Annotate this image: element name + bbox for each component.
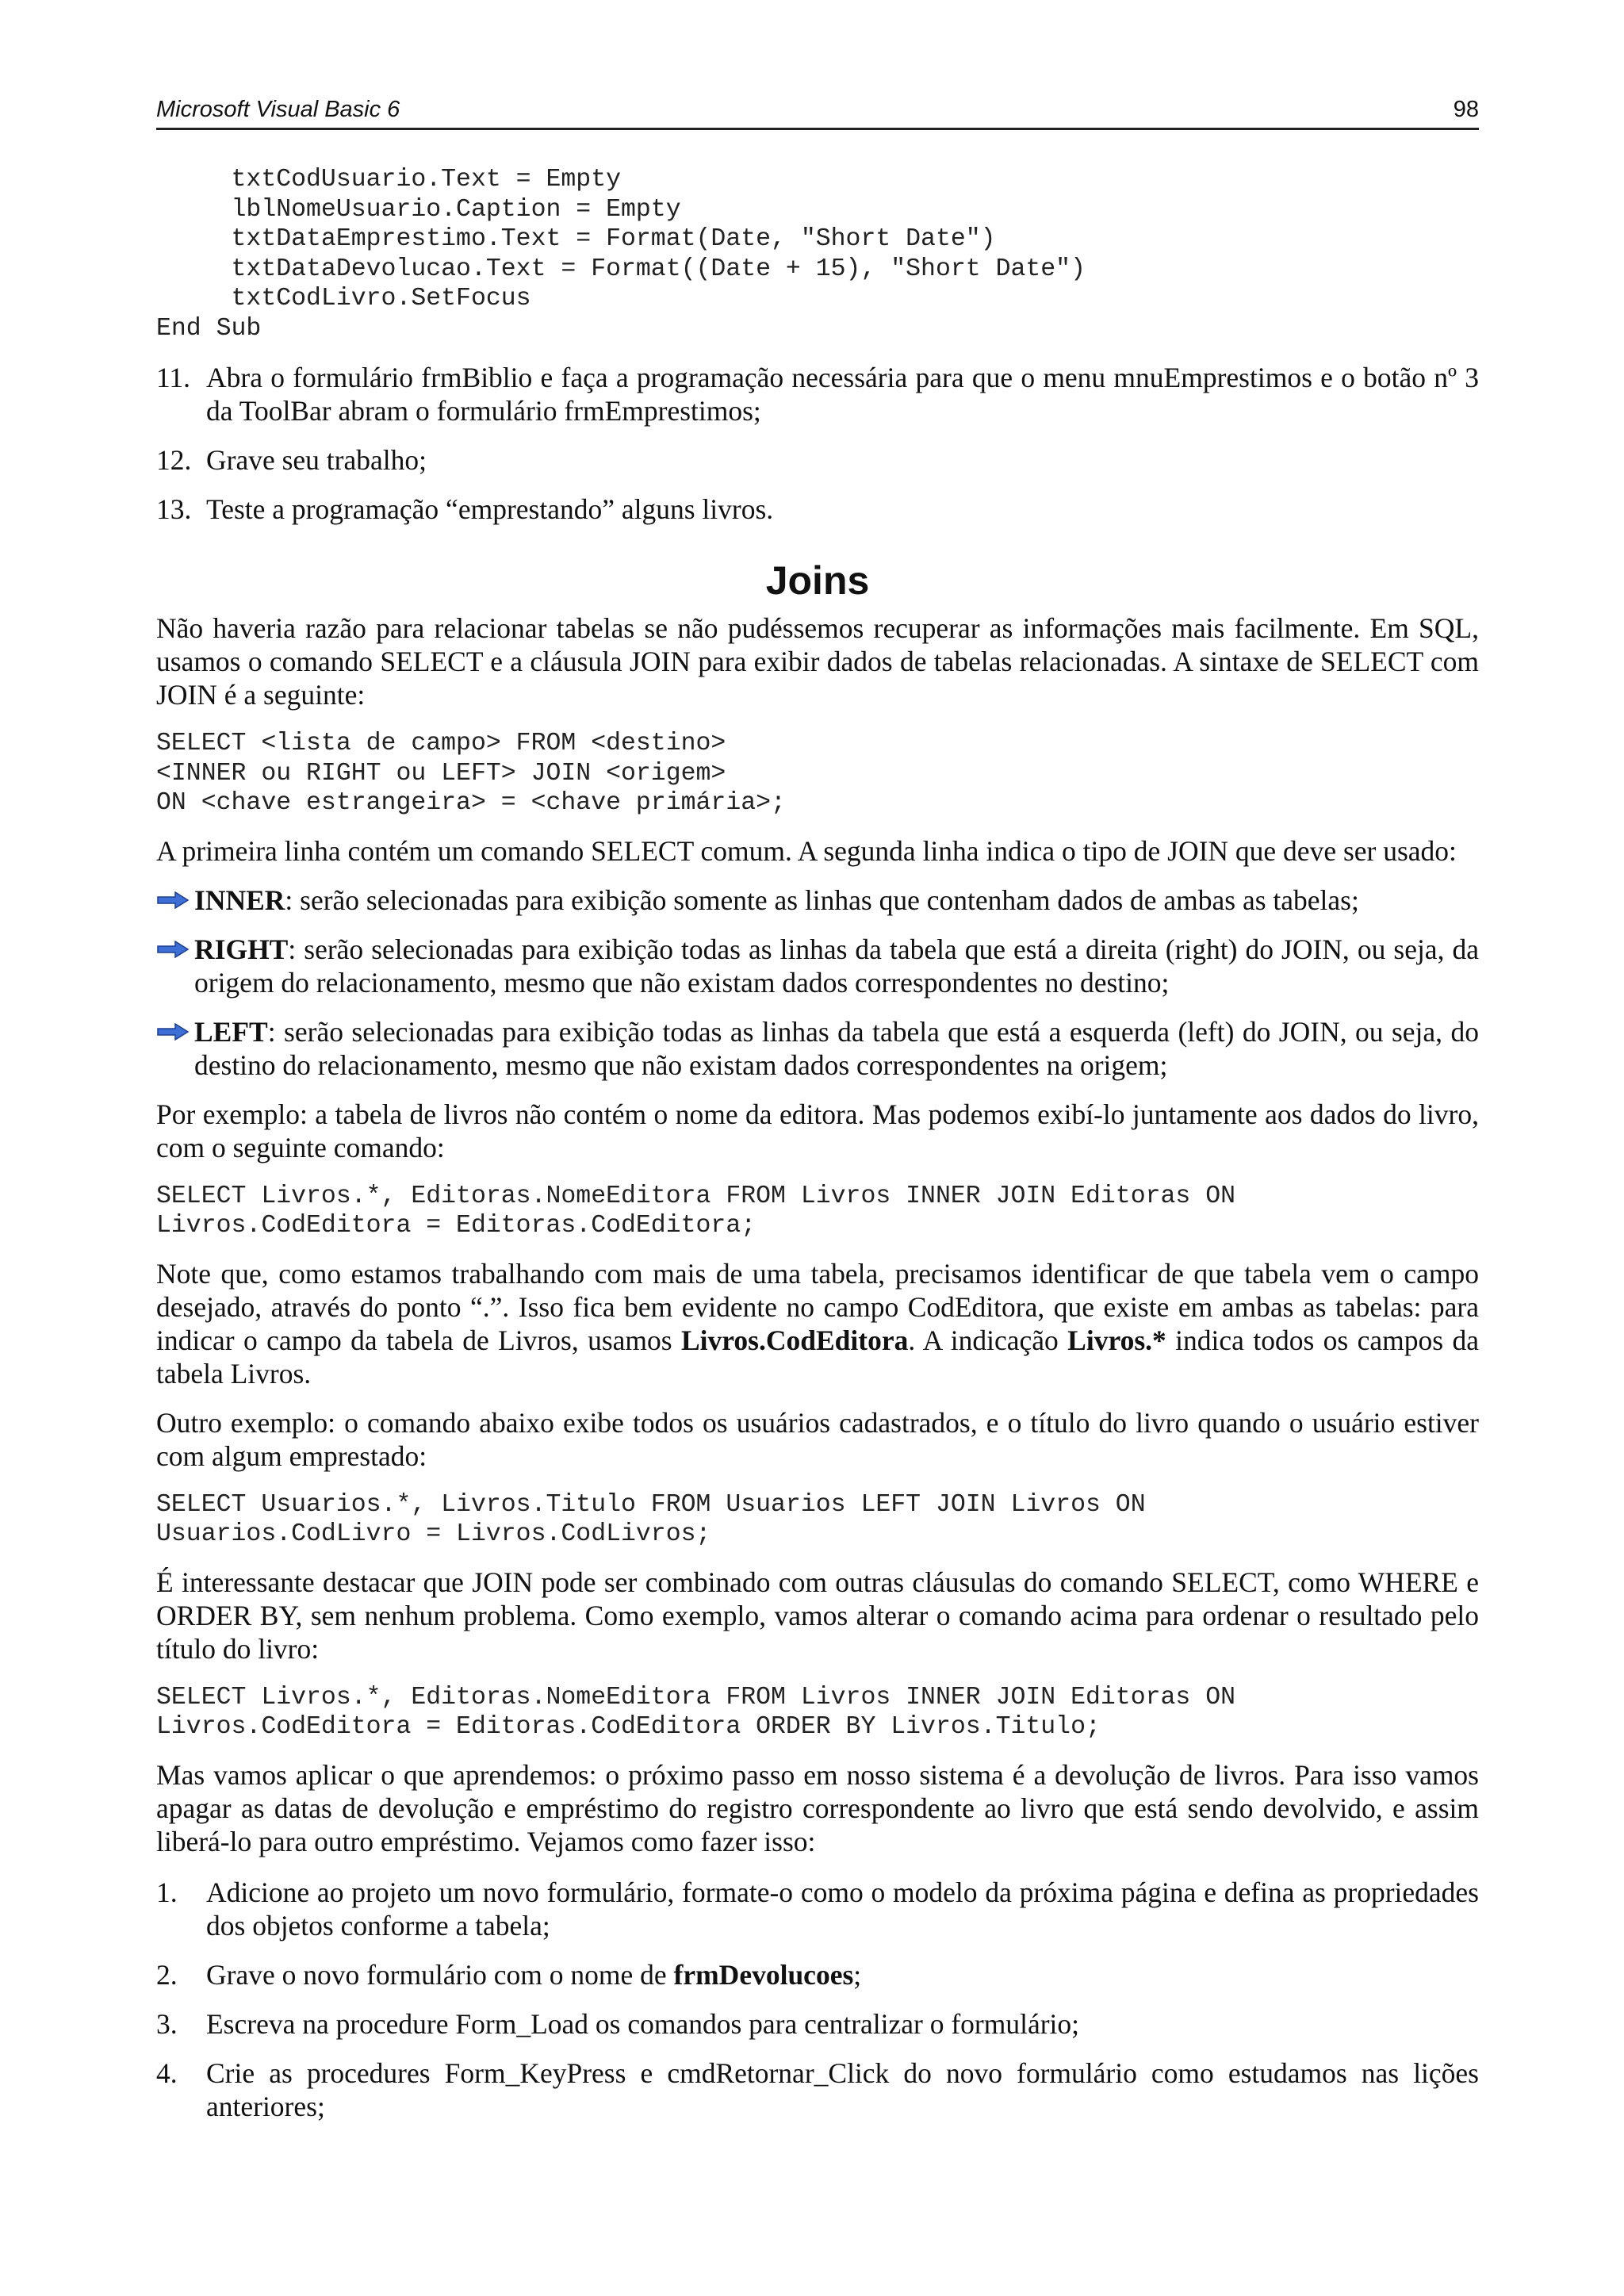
step-text: Grave seu trabalho; [206,444,427,476]
note-text: Note que, como estamos trabalhando com mais de uma tabela, precisamos identificar de que tabela vem o campo desejado, através do ponto “.”. Isso fica bem evidente no campo CodEditora, que existe em ambas as tabelas: para indicar o campo da tabela de Livros, usamos [156,1257,1479,1356]
step-text: Crie as procedures Form_KeyPress e cmdRetornar_Click do novo formulário como estudamos nas lições anteriores; [206,2056,1479,2122]
step-text: Teste a programação “emprestando” alguns livros. [206,493,774,525]
step-1 [156,1876,1479,1942]
step-text: Grave o novo formulário com o nome de [206,1958,674,1991]
page-content [156,165,1479,2123]
step-number: 11. [156,362,191,393]
join-type-inner [156,884,1479,917]
step-number: 2. [156,1958,178,1991]
step-number: 3. [156,2007,178,2040]
step-number: 4. [156,2056,178,2089]
header-title: Microsoft Visual Basic 6 [156,97,400,122]
note-bold-field: Livros.CodEditora [681,1324,909,1356]
join-term: INNER [194,884,285,916]
section-title: Joins [765,558,870,603]
step-12 [156,443,1479,477]
step-number: 12. [156,444,192,476]
step-3 [156,2007,1479,2041]
step-13 [156,493,1479,526]
code-block-example2: SELECT Usuarios.*, Livros.Titulo FROM Usuarios LEFT JOIN Livros ON Usuarios.CodLivro = Livros.CodLivros; [156,1490,1146,1548]
right-arrow-icon [156,891,190,909]
form-name: frmDevolucoes [673,1958,854,1991]
step-11 [156,361,1479,427]
step-number: 13. [156,493,192,525]
join-description: : serão selecionadas para exibição somente as linhas que contenham dados de ambas as tabelas; [285,884,1359,916]
right-arrow-icon [156,1023,190,1041]
note-paragraph [156,1257,1479,1390]
join-type-right [156,933,1479,999]
right-arrow-icon [156,941,190,958]
join-term: RIGHT [194,933,289,965]
line-types-paragraph: A primeira linha contém um comando SELECT comum. A segunda linha indica o tipo de JOIN que deve ser usado: [156,834,1457,867]
join-term: LEFT [194,1015,268,1048]
code-block-syntax: SELECT <lista de campo> FROM <destino> <INNER ou RIGHT ou LEFT> JOIN <origem> ON <chave estrangeira> = <chave primária>; [156,730,786,817]
step-text: Abra o formulário frmBiblio e faça a programação necessária para que o menu mnuEmprestimos e o botão nº 3 da ToolBar abram o formulário frmEmprestimos; [206,362,1479,427]
code-block-example1: SELECT Livros.*, Editoras.NomeEditora FROM Livros INNER JOIN Editoras ON Livros.CodEditora = Editoras.CodEditora; [156,1182,1236,1240]
join-description: : serão selecionadas para exibição todas as linhas da tabela que está a direita (right) do JOIN, ou seja, da origem do relacionamento, mesmo que não existam dados correspondentes no destino; [194,933,1479,999]
apply-paragraph: Mas vamos aplicar o que aprendemos: o próximo passo em nosso sistema é a devolução de livros. Para isso vamos apagar as datas de devolução e empréstimo do registro correspondente ao livro que está sendo devolvido, e assim liberá-lo para outro empréstimo. Vejamos como fazer isso: [156,1758,1479,1857]
step-text: Adicione ao projeto um novo formulário, formate-o como o modelo da próxima página e defina as propriedades dos objetos conforme a tabela; [206,1876,1479,1941]
step-text: ; [853,1958,862,1991]
page-header [156,93,1479,130]
code-block-sub-end: txtCodUsuario.Text = Empty lblNomeUsuario.Caption = Empty txtDataEmprestimo.Text = Format(Date, "Short Date") txtDataDevolucao.Text = Format((Date + 15), "Short Date") txtCodLivro.SetFocus End Sub [156,166,1086,343]
join-type-left [156,1015,1479,1082]
step-2 [156,1958,1479,1991]
step-text: Escreva na procedure Form_Load os comandos para centralizar o formulário; [206,2007,1080,2040]
combine-paragraph: É interessante destacar que JOIN pode ser combinado com outras cláusulas do comando SELECT, como WHERE e ORDER BY, sem nenhum problema. Como exemplo, vamos alterar o comando acima para ordenar o resultado pelo título do livro: [156,1566,1479,1665]
note-text: indica todos os campos da tabela Livros. [156,1324,1479,1389]
step-number: 1. [156,1876,178,1908]
note-bold-wildcard: Livros.* [1067,1324,1166,1356]
step-4 [156,2056,1479,2123]
note-text: . A indicação [908,1324,1068,1356]
code-block-example3: SELECT Livros.*, Editoras.NomeEditora FROM Livros INNER JOIN Editoras ON Livros.CodEditora = Editoras.CodEditora ORDER BY Livros.Titulo; [156,1683,1236,1741]
example2-intro: Outro exemplo: o comando abaixo exibe todos os usuários cadastrados, e o título do livro quando o usuário estiver com algum emprestado: [156,1406,1479,1472]
page-number: 98 [1453,97,1479,122]
example1-intro: Por exemplo: a tabela de livros não contém o nome da editora. Mas podemos exibí-lo juntamente aos dados do livro, com o seguinte comando: [156,1098,1479,1163]
intro-paragraph: Não haveria razão para relacionar tabelas se não pudéssemos recuperar as informações mais facilmente. Em SQL, usamos o comando SELECT e a cláusula JOIN para exibir dados de tabelas relacionadas. A sintaxe de SELECT com JOIN é a seguinte: [156,612,1479,711]
join-description: : serão selecionadas para exibição todas as linhas da tabela que está a esquerda (left) do JOIN, ou seja, do destino do relacionamento, mesmo que não existam dados correspondentes na origem; [194,1015,1479,1081]
